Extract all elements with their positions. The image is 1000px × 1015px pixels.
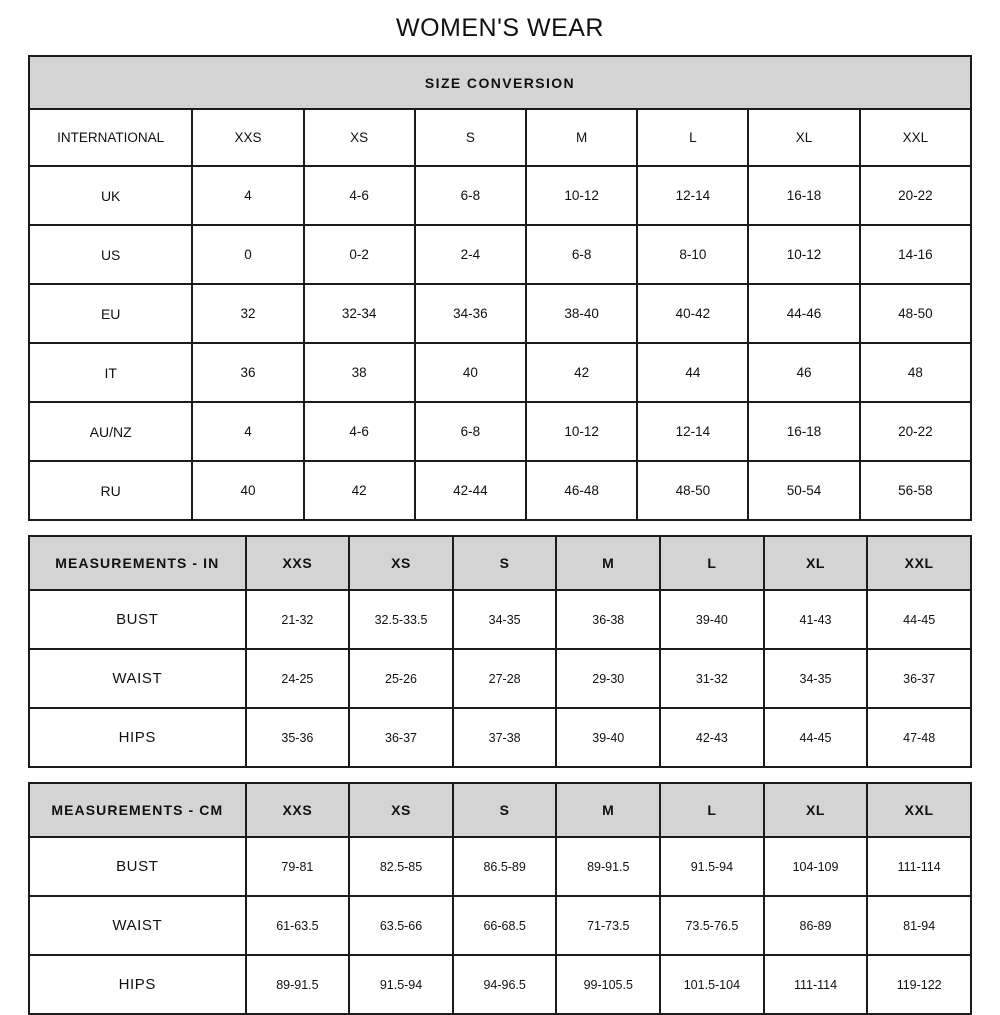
cell: 14-16 — [860, 225, 971, 284]
cell: 4 — [192, 166, 303, 225]
cell: 39-40 — [660, 590, 764, 649]
cell: 119-122 — [867, 955, 971, 1014]
cell: 4-6 — [304, 166, 415, 225]
column-header-xxs: XXS — [246, 783, 350, 837]
cell: 111-114 — [764, 955, 868, 1014]
cell: 32 — [192, 284, 303, 343]
cell: 104-109 — [764, 837, 868, 896]
cell: 16-18 — [748, 166, 859, 225]
table-row — [29, 225, 971, 284]
cell: 82.5-85 — [349, 837, 453, 896]
cell: 44 — [637, 343, 748, 402]
column-header-s: S — [453, 536, 557, 590]
cell: 0 — [192, 225, 303, 284]
row-label: WAIST — [29, 896, 246, 955]
cell: 81-94 — [867, 896, 971, 955]
table-header-row — [29, 783, 971, 837]
cell: 40 — [192, 461, 303, 520]
column-header-xxs: XXS — [246, 536, 350, 590]
cell: 89-91.5 — [556, 837, 660, 896]
column-header-xl: XL — [764, 783, 868, 837]
column-header-international: INTERNATIONAL — [29, 109, 192, 166]
table-row — [29, 896, 971, 955]
cell: 46-48 — [526, 461, 637, 520]
cell: 91.5-94 — [660, 837, 764, 896]
column-header-measurements-in: MEASUREMENTS - IN — [29, 536, 246, 590]
cell: 6-8 — [415, 166, 526, 225]
cell: 29-30 — [556, 649, 660, 708]
cell: 47-48 — [867, 708, 971, 767]
table-row — [29, 590, 971, 649]
column-header-s: S — [415, 109, 526, 166]
table-row — [29, 284, 971, 343]
cell: 6-8 — [415, 402, 526, 461]
cell: 40-42 — [637, 284, 748, 343]
column-header-xxl: XXL — [867, 783, 971, 837]
cell: 99-105.5 — [556, 955, 660, 1014]
cell: 101.5-104 — [660, 955, 764, 1014]
table-row — [29, 402, 971, 461]
column-header-m: M — [526, 109, 637, 166]
column-header-l: L — [637, 109, 748, 166]
cell: 20-22 — [860, 402, 971, 461]
table-row — [29, 166, 971, 225]
table-header-row — [29, 536, 971, 590]
row-label: HIPS — [29, 955, 246, 1014]
cell: 46 — [748, 343, 859, 402]
cell: 111-114 — [867, 837, 971, 896]
table-row — [29, 649, 971, 708]
column-header-measurements-cm: MEASUREMENTS - CM — [29, 783, 246, 837]
cell: 63.5-66 — [349, 896, 453, 955]
cell: 50-54 — [748, 461, 859, 520]
cell: 86.5-89 — [453, 837, 557, 896]
cell: 0-2 — [304, 225, 415, 284]
cell: 44-45 — [764, 708, 868, 767]
cell: 21-32 — [246, 590, 350, 649]
column-header-l: L — [660, 783, 764, 837]
cell: 42-43 — [660, 708, 764, 767]
cell: 34-35 — [764, 649, 868, 708]
size-conversion-banner: SIZE CONVERSION — [29, 56, 971, 109]
cell: 34-35 — [453, 590, 557, 649]
cell: 48-50 — [860, 284, 971, 343]
cell: 86-89 — [764, 896, 868, 955]
cell: 42 — [304, 461, 415, 520]
cell: 4-6 — [304, 402, 415, 461]
cell: 37-38 — [453, 708, 557, 767]
column-header-m: M — [556, 536, 660, 590]
cell: 10-12 — [526, 166, 637, 225]
cell: 36-38 — [556, 590, 660, 649]
column-header-xs: XS — [349, 783, 453, 837]
measurements-inches-table — [28, 535, 972, 768]
cell: 66-68.5 — [453, 896, 557, 955]
cell: 44-46 — [748, 284, 859, 343]
cell: 71-73.5 — [556, 896, 660, 955]
cell: 10-12 — [748, 225, 859, 284]
cell: 2-4 — [415, 225, 526, 284]
row-label: BUST — [29, 590, 246, 649]
cell: 79-81 — [246, 837, 350, 896]
cell: 38-40 — [526, 284, 637, 343]
cell: 36-37 — [867, 649, 971, 708]
cell: 38 — [304, 343, 415, 402]
cell: 42-44 — [415, 461, 526, 520]
cell: 44-45 — [867, 590, 971, 649]
row-label: HIPS — [29, 708, 246, 767]
cell: 56-58 — [860, 461, 971, 520]
table-row — [29, 343, 971, 402]
column-header-l: L — [660, 536, 764, 590]
cell: 40 — [415, 343, 526, 402]
row-label: RU — [29, 461, 192, 520]
column-header-xs: XS — [304, 109, 415, 166]
measurements-cm-table — [28, 782, 972, 1015]
column-header-xxs: XXS — [192, 109, 303, 166]
row-label: UK — [29, 166, 192, 225]
cell: 8-10 — [637, 225, 748, 284]
table-row — [29, 837, 971, 896]
cell: 91.5-94 — [349, 955, 453, 1014]
column-header-xs: XS — [349, 536, 453, 590]
cell: 34-36 — [415, 284, 526, 343]
column-header-xxl: XXL — [860, 109, 971, 166]
cell: 27-28 — [453, 649, 557, 708]
cell: 42 — [526, 343, 637, 402]
size-conversion-table — [28, 55, 972, 521]
cell: 10-12 — [526, 402, 637, 461]
table-row — [29, 461, 971, 520]
page-title: WOMEN'S WEAR — [396, 14, 604, 42]
cell: 35-36 — [246, 708, 350, 767]
column-header-xxl: XXL — [867, 536, 971, 590]
row-label: BUST — [29, 837, 246, 896]
cell: 94-96.5 — [453, 955, 557, 1014]
cell: 41-43 — [764, 590, 868, 649]
table-header-row — [29, 109, 971, 166]
cell: 6-8 — [526, 225, 637, 284]
cell: 25-26 — [349, 649, 453, 708]
cell: 36-37 — [349, 708, 453, 767]
cell: 36 — [192, 343, 303, 402]
column-header-xl: XL — [764, 536, 868, 590]
cell: 32-34 — [304, 284, 415, 343]
cell: 89-91.5 — [246, 955, 350, 1014]
column-header-m: M — [556, 783, 660, 837]
cell: 73.5-76.5 — [660, 896, 764, 955]
table-row — [29, 955, 971, 1014]
row-label: US — [29, 225, 192, 284]
cell: 20-22 — [860, 166, 971, 225]
cell: 32.5-33.5 — [349, 590, 453, 649]
row-label: IT — [29, 343, 192, 402]
cell: 16-18 — [748, 402, 859, 461]
cell: 31-32 — [660, 649, 764, 708]
cell: 4 — [192, 402, 303, 461]
column-header-xl: XL — [748, 109, 859, 166]
cell: 48-50 — [637, 461, 748, 520]
cell: 48 — [860, 343, 971, 402]
cell: 24-25 — [246, 649, 350, 708]
table-banner-row — [29, 56, 971, 109]
table-row — [29, 708, 971, 767]
column-header-s: S — [453, 783, 557, 837]
row-label: EU — [29, 284, 192, 343]
cell: 61-63.5 — [246, 896, 350, 955]
cell: 12-14 — [637, 402, 748, 461]
cell: 39-40 — [556, 708, 660, 767]
row-label: AU/NZ — [29, 402, 192, 461]
cell: 12-14 — [637, 166, 748, 225]
row-label: WAIST — [29, 649, 246, 708]
